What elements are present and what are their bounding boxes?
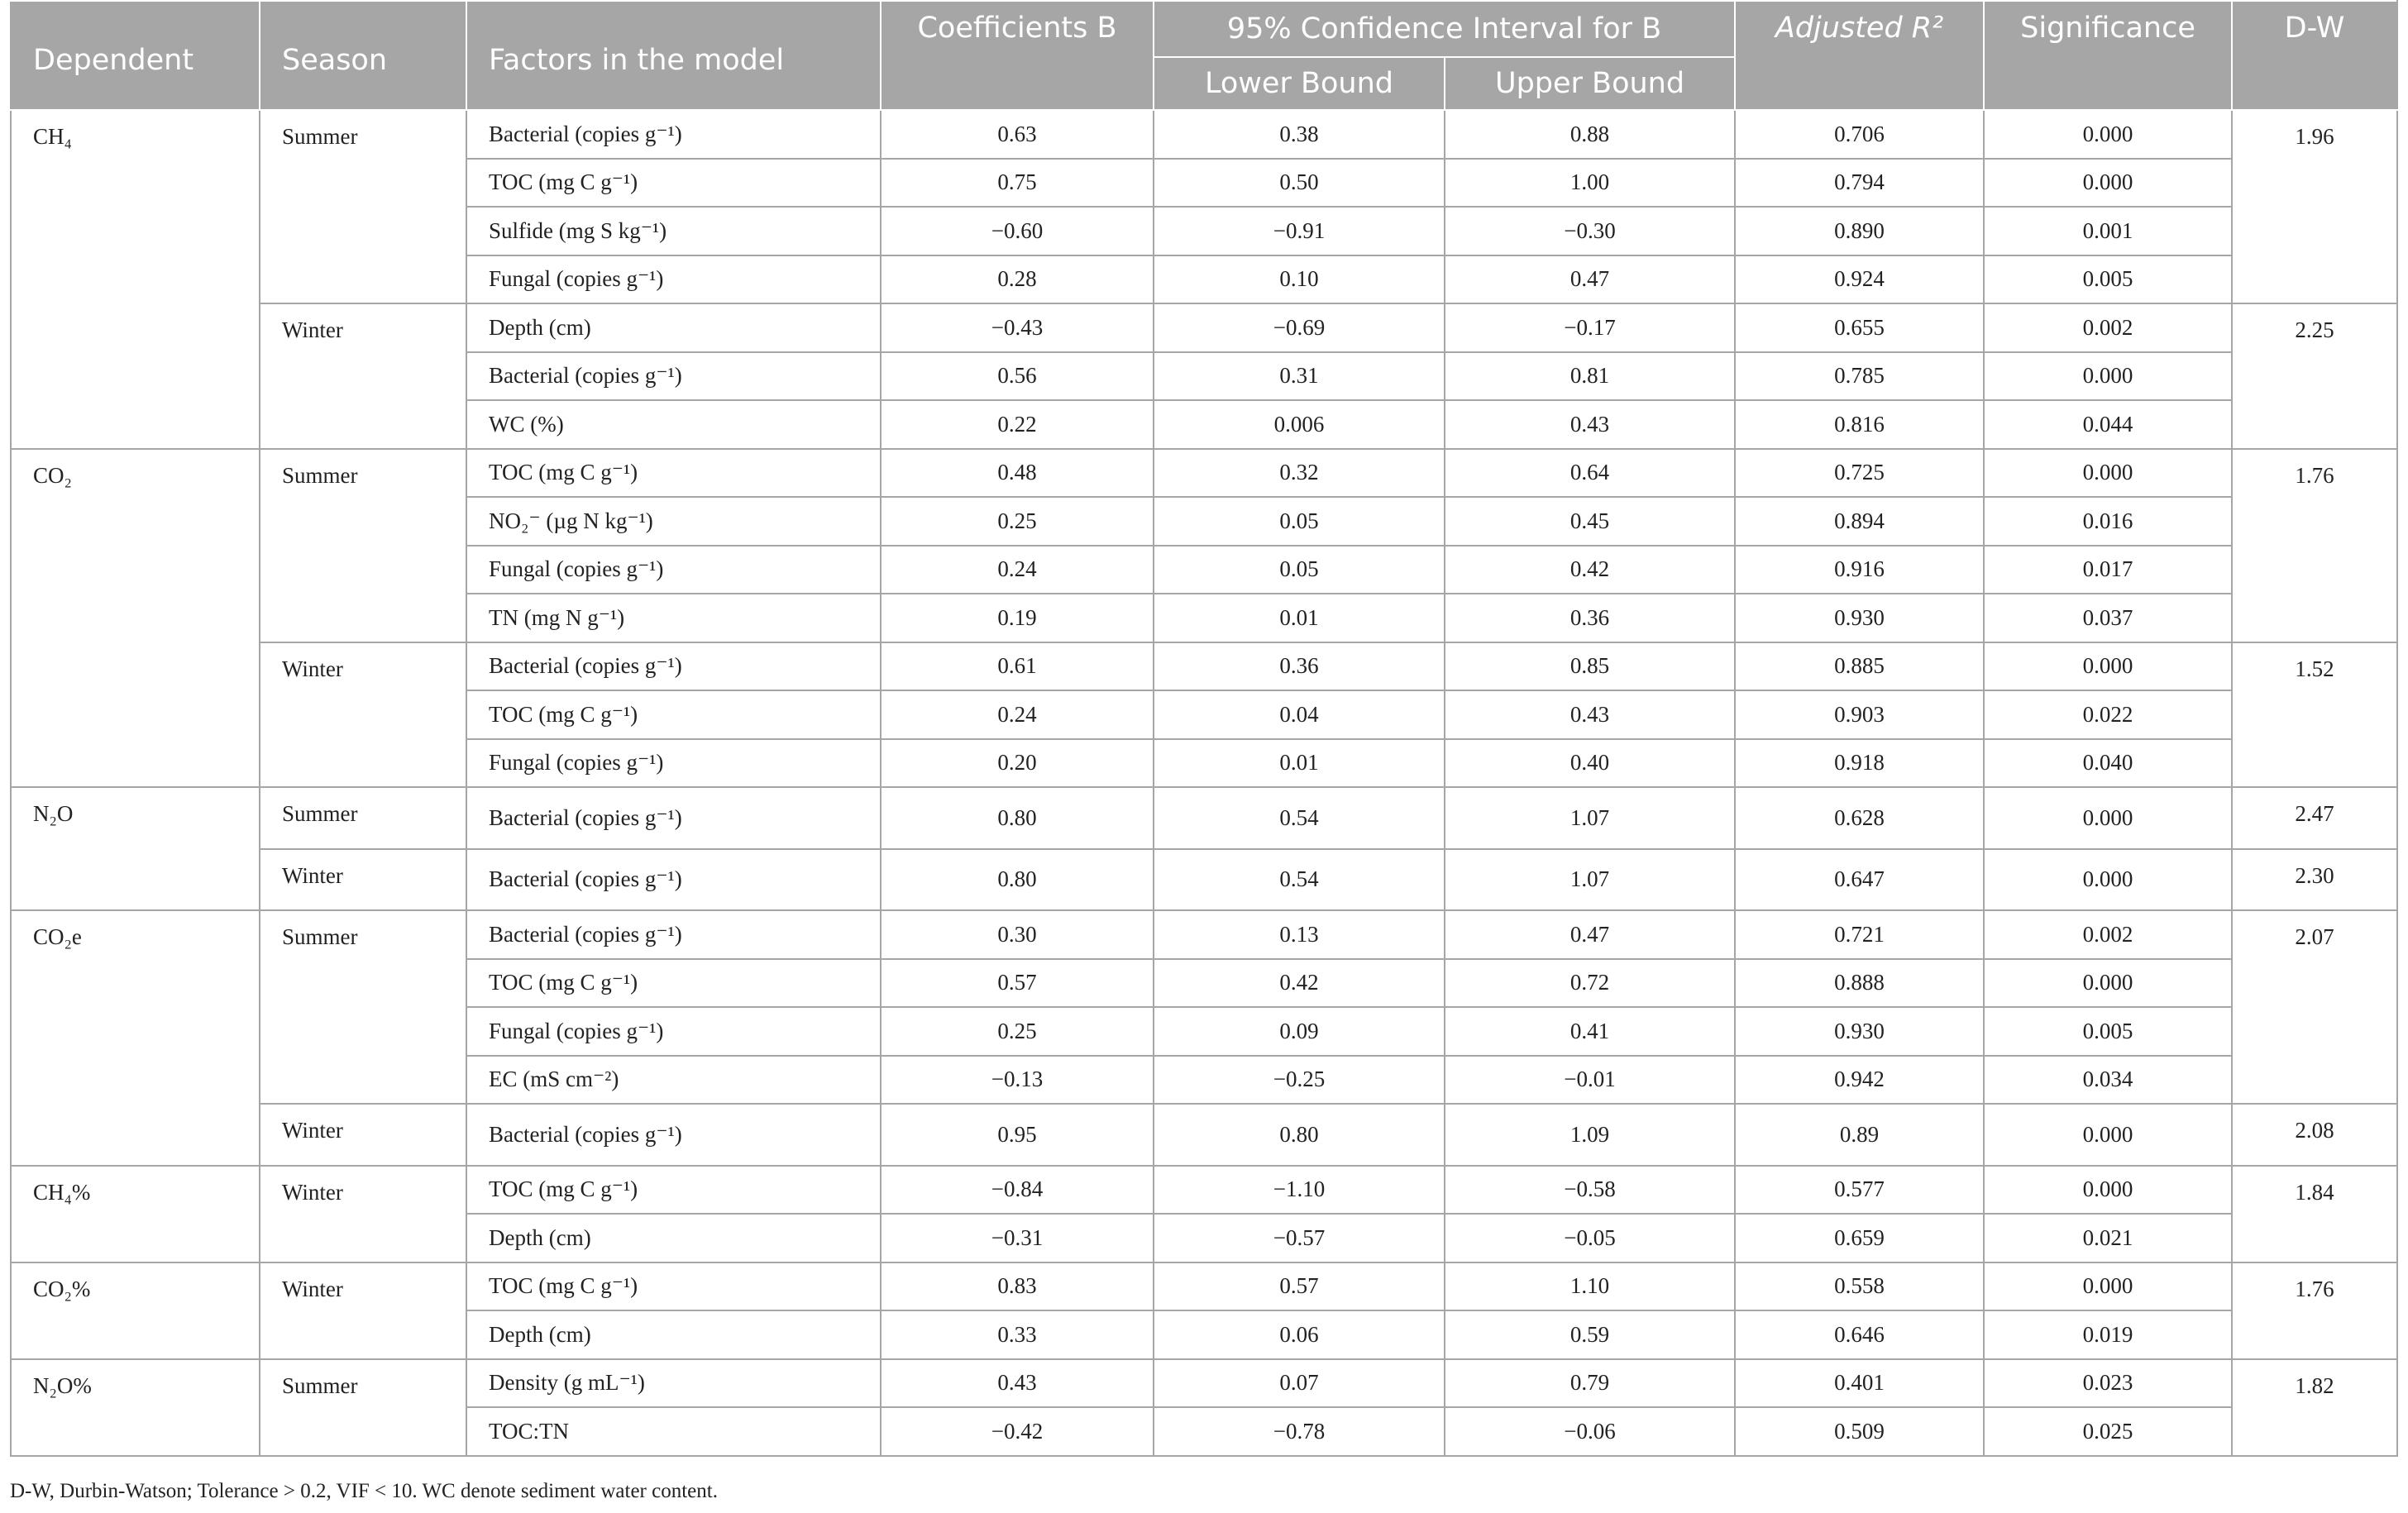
header-coefficients: Coefficients B <box>881 1 1154 110</box>
lower-bound-cell: −0.69 <box>1154 303 1445 352</box>
significance-cell: 0.040 <box>1984 739 2232 788</box>
significance-cell: 0.022 <box>1984 690 2232 739</box>
lower-bound-cell: 0.07 <box>1154 1359 1445 1408</box>
factor-cell: Bacterial (copies g⁻¹) <box>466 642 881 691</box>
upper-bound-cell: 1.00 <box>1445 159 1735 208</box>
factor-cell: TOC (mg C g⁻¹) <box>466 1262 881 1311</box>
upper-bound-cell: 0.36 <box>1445 594 1735 642</box>
factor-cell: WC (%) <box>466 400 881 449</box>
season-cell: Winter <box>260 1104 466 1166</box>
lower-bound-cell: 0.50 <box>1154 159 1445 208</box>
adjusted-r2-cell: 0.942 <box>1735 1056 1984 1105</box>
upper-bound-cell: 0.41 <box>1445 1007 1735 1056</box>
header-dependent: Dependent <box>11 1 260 110</box>
lower-bound-cell: 0.42 <box>1154 959 1445 1008</box>
factor-cell: TOC:TN <box>466 1407 881 1456</box>
factor-cell: TOC (mg C g⁻¹) <box>466 159 881 208</box>
significance-cell: 0.023 <box>1984 1359 2232 1408</box>
coefficient-b-cell: 0.63 <box>881 110 1154 159</box>
significance-cell: 0.005 <box>1984 1007 2232 1056</box>
factor-cell: Bacterial (copies g⁻¹) <box>466 787 881 849</box>
significance-cell: 0.000 <box>1984 352 2232 401</box>
upper-bound-cell: 0.88 <box>1445 110 1735 159</box>
dw-cell: 2.07 <box>2232 910 2397 1104</box>
lower-bound-cell: −0.91 <box>1154 207 1445 255</box>
lower-bound-cell: 0.54 <box>1154 849 1445 911</box>
season-cell: Summer <box>260 787 466 849</box>
upper-bound-cell: 1.09 <box>1445 1104 1735 1166</box>
dw-cell: 1.52 <box>2232 642 2397 788</box>
table-header <box>11 1 2397 110</box>
lower-bound-cell: 0.06 <box>1154 1310 1445 1359</box>
upper-bound-cell: −0.30 <box>1445 207 1735 255</box>
coefficient-b-cell: −0.31 <box>881 1214 1154 1262</box>
header-significance: Significance <box>1984 1 2232 110</box>
adjusted-r2-cell: 0.916 <box>1735 546 1984 594</box>
significance-cell: 0.000 <box>1984 959 2232 1008</box>
lower-bound-cell: 0.54 <box>1154 787 1445 849</box>
dw-cell: 1.84 <box>2232 1166 2397 1262</box>
dw-cell: 1.76 <box>2232 1262 2397 1359</box>
upper-bound-cell: 0.81 <box>1445 352 1735 401</box>
significance-cell: 0.005 <box>1984 255 2232 304</box>
dependent-cell: CO₂% <box>11 1262 260 1359</box>
dw-cell: 2.30 <box>2232 849 2397 911</box>
season-cell: Winter <box>260 642 466 788</box>
adjusted-r2-cell: 0.509 <box>1735 1407 1984 1456</box>
dw-cell: 1.96 <box>2232 110 2397 303</box>
adjusted-r2-cell: 0.888 <box>1735 959 1984 1008</box>
dw-cell: 2.08 <box>2232 1104 2397 1166</box>
coefficient-b-cell: 0.43 <box>881 1359 1154 1408</box>
table-row <box>11 303 2397 352</box>
lower-bound-cell: 0.05 <box>1154 546 1445 594</box>
significance-cell: 0.019 <box>1984 1310 2232 1359</box>
header-adjusted-r2-label: Adjusted R² <box>1775 12 1944 45</box>
coefficient-b-cell: 0.75 <box>881 159 1154 208</box>
coefficient-b-cell: 0.95 <box>881 1104 1154 1166</box>
upper-bound-cell: 0.79 <box>1445 1359 1735 1408</box>
adjusted-r2-cell: 0.725 <box>1735 449 1984 498</box>
upper-bound-cell: −0.58 <box>1445 1166 1735 1215</box>
adjusted-r2-cell: 0.647 <box>1735 849 1984 911</box>
dependent-cell: CO₂e <box>11 910 260 1166</box>
adjusted-r2-cell: 0.785 <box>1735 352 1984 401</box>
upper-bound-cell: 0.47 <box>1445 255 1735 304</box>
coefficient-b-cell: 0.25 <box>881 497 1154 546</box>
lower-bound-cell: 0.32 <box>1154 449 1445 498</box>
adjusted-r2-cell: 0.890 <box>1735 207 1984 255</box>
factor-cell: Fungal (copies g⁻¹) <box>466 255 881 304</box>
lower-bound-cell: 0.01 <box>1154 739 1445 788</box>
adjusted-r2-cell: 0.924 <box>1735 255 1984 304</box>
lower-bound-cell: 0.36 <box>1154 642 1445 691</box>
table-row <box>11 642 2397 691</box>
factor-cell: Bacterial (copies g⁻¹) <box>466 1104 881 1166</box>
season-cell: Summer <box>260 910 466 1104</box>
significance-cell: 0.002 <box>1984 303 2232 352</box>
coefficient-b-cell: 0.24 <box>881 546 1154 594</box>
adjusted-r2-cell: 0.930 <box>1735 1007 1984 1056</box>
adjusted-r2-cell: 0.894 <box>1735 497 1984 546</box>
season-cell: Winter <box>260 303 466 449</box>
factor-cell: Depth (cm) <box>466 1214 881 1262</box>
coefficient-b-cell: 0.57 <box>881 959 1154 1008</box>
factor-cell: TOC (mg C g⁻¹) <box>466 449 881 498</box>
upper-bound-cell: 0.43 <box>1445 690 1735 739</box>
adjusted-r2-cell: 0.706 <box>1735 110 1984 159</box>
table-row <box>11 449 2397 498</box>
adjusted-r2-cell: 0.885 <box>1735 642 1984 691</box>
significance-cell: 0.001 <box>1984 207 2232 255</box>
significance-cell: 0.021 <box>1984 1214 2232 1262</box>
coefficient-b-cell: −0.43 <box>881 303 1154 352</box>
factor-cell: Bacterial (copies g⁻¹) <box>466 110 881 159</box>
coefficient-b-cell: −0.13 <box>881 1056 1154 1105</box>
table-row <box>11 910 2397 959</box>
coefficient-b-cell: −0.42 <box>881 1407 1154 1456</box>
adjusted-r2-cell: 0.577 <box>1735 1166 1984 1215</box>
header-confidence-interval: 95% Confidence Interval for B <box>1154 1 1735 57</box>
header-factors: Factors in the model <box>466 1 881 110</box>
upper-bound-cell: 0.64 <box>1445 449 1735 498</box>
table-row <box>11 1359 2397 1408</box>
significance-cell: 0.000 <box>1984 1262 2232 1311</box>
table-row <box>11 110 2397 159</box>
regression-table-container <box>10 0 2396 1457</box>
adjusted-r2-cell: 0.89 <box>1735 1104 1984 1166</box>
adjusted-r2-cell: 0.918 <box>1735 739 1984 788</box>
coefficient-b-cell: 0.19 <box>881 594 1154 642</box>
lower-bound-cell: −0.25 <box>1154 1056 1445 1105</box>
upper-bound-cell: 0.59 <box>1445 1310 1735 1359</box>
significance-cell: 0.000 <box>1984 449 2232 498</box>
factor-cell: NO₂⁻ (µg N kg⁻¹) <box>466 497 881 546</box>
lower-bound-cell: 0.04 <box>1154 690 1445 739</box>
adjusted-r2-cell: 0.646 <box>1735 1310 1984 1359</box>
lower-bound-cell: −1.10 <box>1154 1166 1445 1215</box>
significance-cell: 0.000 <box>1984 849 2232 911</box>
season-cell: Winter <box>260 1166 466 1262</box>
dependent-cell: CO₂ <box>11 449 260 788</box>
adjusted-r2-cell: 0.930 <box>1735 594 1984 642</box>
adjusted-r2-cell: 0.655 <box>1735 303 1984 352</box>
adjusted-r2-cell: 0.659 <box>1735 1214 1984 1262</box>
lower-bound-cell: 0.80 <box>1154 1104 1445 1166</box>
significance-cell: 0.037 <box>1984 594 2232 642</box>
header-adjusted-r2 <box>1735 1 1984 110</box>
coefficient-b-cell: 0.24 <box>881 690 1154 739</box>
upper-bound-cell: −0.06 <box>1445 1407 1735 1456</box>
factor-cell: TOC (mg C g⁻¹) <box>466 1166 881 1215</box>
upper-bound-cell: 0.42 <box>1445 546 1735 594</box>
coefficient-b-cell: 0.56 <box>881 352 1154 401</box>
factor-cell: Bacterial (copies g⁻¹) <box>466 352 881 401</box>
dependent-cell: CH₄% <box>11 1166 260 1262</box>
upper-bound-cell: 1.07 <box>1445 849 1735 911</box>
upper-bound-cell: 0.45 <box>1445 497 1735 546</box>
coefficient-b-cell: 0.33 <box>881 1310 1154 1359</box>
dependent-cell: CH₄ <box>11 110 260 449</box>
factor-cell: EC (mS cm⁻²) <box>466 1056 881 1105</box>
adjusted-r2-cell: 0.903 <box>1735 690 1984 739</box>
significance-cell: 0.000 <box>1984 787 2232 849</box>
table-row <box>11 1262 2397 1311</box>
adjusted-r2-cell: 0.401 <box>1735 1359 1984 1408</box>
factor-cell: Fungal (copies g⁻¹) <box>466 739 881 788</box>
lower-bound-cell: 0.38 <box>1154 110 1445 159</box>
upper-bound-cell: 1.07 <box>1445 787 1735 849</box>
coefficient-b-cell: 0.20 <box>881 739 1154 788</box>
header-season: Season <box>260 1 466 110</box>
coefficient-b-cell: 0.80 <box>881 849 1154 911</box>
season-cell: Summer <box>260 1359 466 1456</box>
dw-cell: 2.25 <box>2232 303 2397 449</box>
factor-cell: Depth (cm) <box>466 303 881 352</box>
significance-cell: 0.017 <box>1984 546 2232 594</box>
significance-cell: 0.025 <box>1984 1407 2232 1456</box>
significance-cell: 0.000 <box>1984 1104 2232 1166</box>
upper-bound-cell: 1.10 <box>1445 1262 1735 1311</box>
upper-bound-cell: 0.47 <box>1445 910 1735 959</box>
adjusted-r2-cell: 0.628 <box>1735 787 1984 849</box>
significance-cell: 0.000 <box>1984 159 2232 208</box>
dw-cell: 1.82 <box>2232 1359 2397 1456</box>
header-lower-bound: Lower Bound <box>1154 57 1445 110</box>
factor-cell: Bacterial (copies g⁻¹) <box>466 849 881 911</box>
table-row <box>11 1166 2397 1215</box>
coefficient-b-cell: 0.22 <box>881 400 1154 449</box>
significance-cell: 0.000 <box>1984 110 2232 159</box>
coefficient-b-cell: −0.60 <box>881 207 1154 255</box>
dependent-cell: N₂O% <box>11 1359 260 1456</box>
upper-bound-cell: 0.72 <box>1445 959 1735 1008</box>
coefficient-b-cell: −0.84 <box>881 1166 1154 1215</box>
significance-cell: 0.000 <box>1984 1166 2232 1215</box>
table-row <box>11 1104 2397 1166</box>
coefficient-b-cell: 0.30 <box>881 910 1154 959</box>
significance-cell: 0.000 <box>1984 642 2232 691</box>
upper-bound-cell: 0.40 <box>1445 739 1735 788</box>
significance-cell: 0.016 <box>1984 497 2232 546</box>
lower-bound-cell: 0.13 <box>1154 910 1445 959</box>
dw-cell: 2.47 <box>2232 787 2397 849</box>
lower-bound-cell: −0.57 <box>1154 1214 1445 1262</box>
lower-bound-cell: 0.31 <box>1154 352 1445 401</box>
table-body <box>11 110 2397 1456</box>
significance-cell: 0.034 <box>1984 1056 2232 1105</box>
factor-cell: Fungal (copies g⁻¹) <box>466 1007 881 1056</box>
significance-cell: 0.002 <box>1984 910 2232 959</box>
table-footnote: D-W, Durbin-Watson; Tolerance > 0.2, VIF < 10. WC denote sediment water content. <box>10 1480 718 1502</box>
coefficient-b-cell: 0.83 <box>881 1262 1154 1311</box>
season-cell: Winter <box>260 1262 466 1359</box>
upper-bound-cell: −0.05 <box>1445 1214 1735 1262</box>
table-row <box>11 787 2397 849</box>
header-upper-bound: Upper Bound <box>1445 57 1735 110</box>
season-cell: Summer <box>260 449 466 642</box>
upper-bound-cell: −0.17 <box>1445 303 1735 352</box>
lower-bound-cell: 0.10 <box>1154 255 1445 304</box>
factor-cell: TOC (mg C g⁻¹) <box>466 690 881 739</box>
coefficient-b-cell: 0.25 <box>881 1007 1154 1056</box>
season-cell: Summer <box>260 110 466 303</box>
upper-bound-cell: 0.43 <box>1445 400 1735 449</box>
lower-bound-cell: 0.57 <box>1154 1262 1445 1311</box>
lower-bound-cell: 0.006 <box>1154 400 1445 449</box>
table-row <box>11 849 2397 911</box>
dw-cell: 1.76 <box>2232 449 2397 642</box>
lower-bound-cell: 0.09 <box>1154 1007 1445 1056</box>
factor-cell: Density (g mL⁻¹) <box>466 1359 881 1408</box>
factor-cell: Sulfide (mg S kg⁻¹) <box>466 207 881 255</box>
coefficient-b-cell: 0.61 <box>881 642 1154 691</box>
factor-cell: TN (mg N g⁻¹) <box>466 594 881 642</box>
adjusted-r2-cell: 0.816 <box>1735 400 1984 449</box>
regression-table <box>10 0 2398 1457</box>
coefficient-b-cell: 0.80 <box>881 787 1154 849</box>
upper-bound-cell: 0.85 <box>1445 642 1735 691</box>
lower-bound-cell: 0.01 <box>1154 594 1445 642</box>
dependent-cell: N₂O <box>11 787 260 910</box>
lower-bound-cell: −0.78 <box>1154 1407 1445 1456</box>
coefficient-b-cell: 0.28 <box>881 255 1154 304</box>
factor-cell: Depth (cm) <box>466 1310 881 1359</box>
season-cell: Winter <box>260 849 466 911</box>
header-dw: D-W <box>2232 1 2397 110</box>
lower-bound-cell: 0.05 <box>1154 497 1445 546</box>
factor-cell: Bacterial (copies g⁻¹) <box>466 910 881 959</box>
adjusted-r2-cell: 0.558 <box>1735 1262 1984 1311</box>
factor-cell: Fungal (copies g⁻¹) <box>466 546 881 594</box>
significance-cell: 0.044 <box>1984 400 2232 449</box>
coefficient-b-cell: 0.48 <box>881 449 1154 498</box>
adjusted-r2-cell: 0.721 <box>1735 910 1984 959</box>
factor-cell: TOC (mg C g⁻¹) <box>466 959 881 1008</box>
adjusted-r2-cell: 0.794 <box>1735 159 1984 208</box>
upper-bound-cell: −0.01 <box>1445 1056 1735 1105</box>
